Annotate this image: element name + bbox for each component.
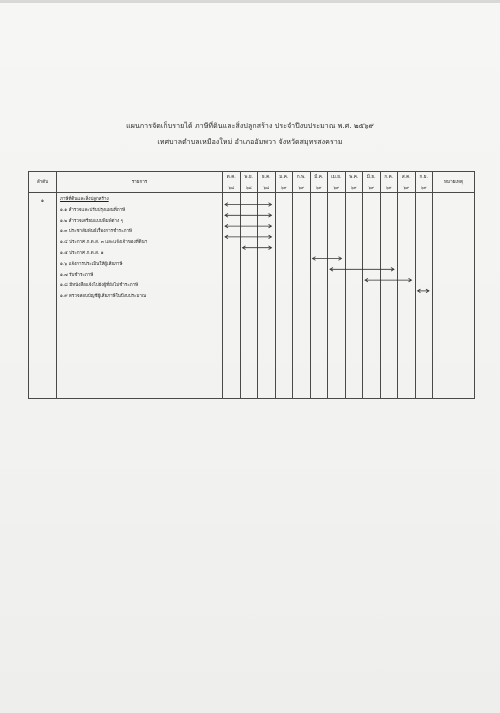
task-heading: ภาษีที่ดินและสิ่งปลูกสร้าง xyxy=(60,197,109,202)
month-cell xyxy=(328,193,346,399)
header-seq: ลำดับ xyxy=(29,172,57,193)
header-year: ๖๙ xyxy=(345,183,363,193)
month-cell xyxy=(363,193,381,399)
header-month: ก.พ. xyxy=(293,172,311,184)
header-task: รายการ xyxy=(57,172,223,193)
remark-cell xyxy=(433,193,475,399)
header-month: เม.ย. xyxy=(328,172,346,184)
month-cell xyxy=(223,193,241,399)
month-cell xyxy=(293,193,311,399)
header-year: ๖๘ xyxy=(240,183,258,193)
task-list xyxy=(57,193,223,399)
month-cell xyxy=(415,193,433,399)
task-item: ๑.๗ รับชำระภาษี xyxy=(60,272,94,278)
header-year: ๖๙ xyxy=(415,183,433,193)
header-month: ก.ค. xyxy=(380,172,398,184)
scan-edge xyxy=(0,0,500,3)
header-year: ๖๘ xyxy=(258,183,276,193)
document-subtitle: เทศบาลตำบลเหมืองใหม่ อำเภออัมพวา จังหวัดสมุทรสงคราม xyxy=(157,138,343,146)
task-item: ๑.๖ แจ้งการประเมินให้ผู้เสียภาษี xyxy=(60,261,123,267)
header-month: พ.ย. xyxy=(240,172,258,184)
header-month: พ.ค. xyxy=(345,172,363,184)
header-month: ส.ค. xyxy=(398,172,416,184)
month-cell xyxy=(345,193,363,399)
document-title: แผนการจัดเก็บรายได้ ภาษีที่ดินและสิ่งปลูกสร้าง ประจำปีงบประมาณ พ.ศ. ๒๕๖๙ xyxy=(126,122,374,130)
header-year: ๖๙ xyxy=(310,183,328,193)
task-item: ๑.๕ ประกาศ ภ.ด.ส. ๑ xyxy=(60,250,104,256)
task-item: ๑.๒ สำรวจเตรียมแบบพิมพ์ต่าง ๆ xyxy=(60,218,124,224)
month-cell xyxy=(380,193,398,399)
header-month: มี.ค. xyxy=(310,172,328,184)
task-item: ๑.๓ ประชาสัมพันธ์เรื่องการชำระภาษี xyxy=(60,229,132,235)
schedule-table xyxy=(28,171,475,399)
header-year: ๖๙ xyxy=(328,183,346,193)
task-item: ๑.๑ สำรวจและปรับปรุงแผนที่ภาษี xyxy=(60,207,126,213)
header-year: ๖๙ xyxy=(293,183,311,193)
month-cell xyxy=(240,193,258,399)
header-remark: หมายเหตุ xyxy=(433,172,475,193)
header-year: ๖๙ xyxy=(363,183,381,193)
month-cell xyxy=(258,193,276,399)
header-month: ธ.ค. xyxy=(258,172,276,184)
task-item: ๑.๔ ประกาศ ภ.ด.ส. ๓ และแจ้งเจ้าของที่ดินฯ xyxy=(60,240,148,246)
header-month: ต.ค. xyxy=(223,172,241,184)
row-seq: ๑ xyxy=(29,193,57,399)
month-cell xyxy=(275,193,293,399)
header-year: ๖๙ xyxy=(275,183,293,193)
task-item: ๑.๘ มีหนังสือแจ้งไปยังผู้ที่ยังไม่ชำระภาษี xyxy=(60,283,139,289)
month-cell xyxy=(310,193,328,399)
header-month: มิ.ย. xyxy=(363,172,381,184)
header-year: ๖๙ xyxy=(398,183,416,193)
header-year: ๖๘ xyxy=(223,183,241,193)
header-month: ม.ค. xyxy=(275,172,293,184)
header-year: ๖๙ xyxy=(380,183,398,193)
month-cell xyxy=(398,193,416,399)
header-month: ก.ย. xyxy=(415,172,433,184)
task-item: ๑.๙ ตรวจสอบบัญชีผู้เสียภาษีในปีงบประมาณ xyxy=(60,294,147,300)
